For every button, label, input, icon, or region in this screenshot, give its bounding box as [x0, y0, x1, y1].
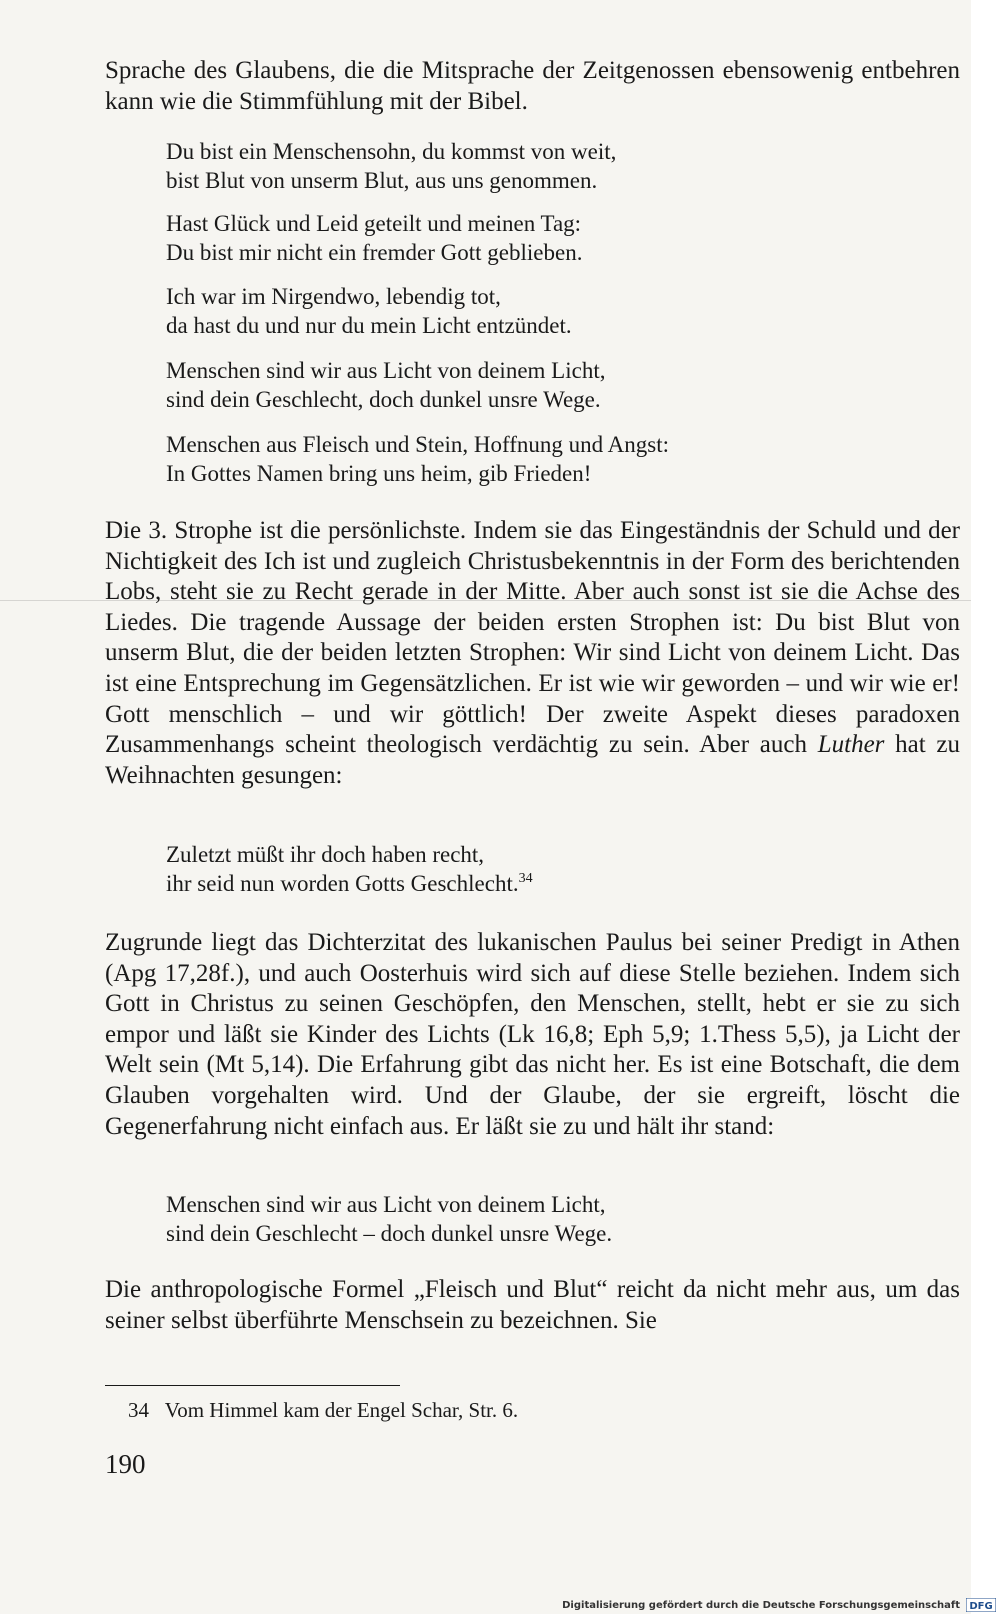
dfg-logo-icon[interactable] [966, 1598, 996, 1612]
footnote-text: Vom Himmel kam der Engel Schar, Str. 6. [164, 1398, 519, 1422]
footnote [128, 1397, 518, 1423]
dfg-logo-text: DFG [969, 1601, 993, 1612]
stanza-line: Hast Glück und Leid geteilt und meinen Tag: [166, 211, 582, 236]
paragraph-third-strophe [105, 516, 960, 791]
paragraph-text: Sprache des Glaubens, die die Mitsprache der Zeitgenossen ebensowenig entbehren kann wie die Stimmfühlung mit der Bibel. [105, 57, 960, 115]
stanza-5 [166, 431, 926, 488]
stanza-3 [166, 283, 926, 340]
paragraph-apg [105, 928, 960, 1142]
stanza-line: Ich war im Nirgendwo, lebendig tot, [166, 284, 501, 309]
stanza-1 [166, 138, 926, 195]
stanza-line: bist Blut von unserm Blut, aus uns genommen. [166, 167, 598, 193]
quote-line [166, 870, 926, 899]
closing-quote [166, 1191, 926, 1248]
footnote-ref[interactable]: 34 [518, 870, 533, 886]
footnote-divider [105, 1385, 400, 1386]
paragraph-text-end: hat zu Weihnachten gesungen: [105, 731, 960, 789]
quote-line-text: ihr seid nun worden Gotts Geschlecht. [166, 870, 519, 896]
page-number: 190 [105, 1449, 146, 1479]
digitization-credit[interactable]: Digitalisierung gefördert durch die Deutsche Forschungsgemeinschaft [562, 1600, 960, 1611]
stanza-line: In Gottes Namen bring uns heim, gib Frieden! [166, 460, 592, 486]
stanza-line: Du bist mir nicht ein fremder Gott geblieben. [166, 239, 583, 265]
stanza-line: Du bist ein Menschensohn, du kommst von weit, [166, 139, 617, 164]
footnote-number: 34 [128, 1398, 149, 1422]
luther-name: Luther [817, 731, 885, 759]
paragraph-text-main: Die 3. Strophe ist die persönlichste. Indem sie das Eingeständnis der Schuld und der Nichtigkeit des Ich ist und zugleich Christusbekenntnis in der Form des berichtenden Lobs, steht sie zu Recht gerade in der Mitte. Aber auch sonst ist sie die Achse des Liedes. Die tragende Aussage der beiden ersten Strophen ist: Du bist Blut von unserm Blut, die der beiden letzten Strophen: Wir sind Licht von deinem Licht. Das ist eine Entsprechung im Gegensätzlichen. Er ist wie wir geworden – und wir wie er! Gott menschlich – und wir göttlich! Der zweite Aspekt dieses paradoxen Zusammenhangs scheint theologisch verdächtig zu sein. Aber auch [105, 517, 960, 759]
stanza-2 [166, 210, 926, 267]
luther-quote [166, 841, 926, 898]
quote-line: sind dein Geschlecht – doch dunkel unsre Wege. [166, 1220, 613, 1246]
paragraph-text: Die anthropologische Formel „Fleisch und Blut“ reicht da nicht mehr aus, um das seiner selbst überführte Menschsein zu bezeichnen. Sie [105, 1276, 960, 1334]
stanza-line: Menschen aus Fleisch und Stein, Hoffnung und Angst: [166, 432, 669, 457]
quote-line: Menschen sind wir aus Licht von deinem Licht, [166, 1192, 606, 1217]
stanza-line: da hast du und nur du mein Licht entzündet. [166, 312, 572, 338]
paragraph-text [105, 516, 960, 791]
paragraph-text: Zugrunde liegt das Dichterzitat des lukanischen Paulus bei seiner Predigt in Athen (Apg 17,28f.), und auch Oosterhuis wird sich auf diese Stelle beziehen. Indem sich Gott in Christus zu seinen Geschöpfen, den Menschen, stellt, hebt er sie zu sich empor und läßt sie Kinder des Lichts (Lk 16,8; Eph 5,9; 1.Thess 5,5), ja Licht der Welt sein (Mt 5,14). Die Erfahrung gibt das nicht her. Es ist eine Botschaft, die dem Glauben vorgehalten wird. Und der Glaube, der sie ergreift, löscht die Gegenerfahrung nicht einfach aus. Er läßt sie zu und hält ihr stand: [105, 929, 960, 1140]
quote-line: Zuletzt müßt ihr doch haben recht, [166, 842, 485, 867]
stanza-line: sind dein Geschlecht, doch dunkel unsre Wege. [166, 386, 601, 412]
paragraph-intro [105, 56, 960, 117]
stanza-line: Menschen sind wir aus Licht von deinem Licht, [166, 358, 606, 383]
stanza-4 [166, 357, 926, 414]
paragraph-anthropologisch [105, 1275, 960, 1336]
